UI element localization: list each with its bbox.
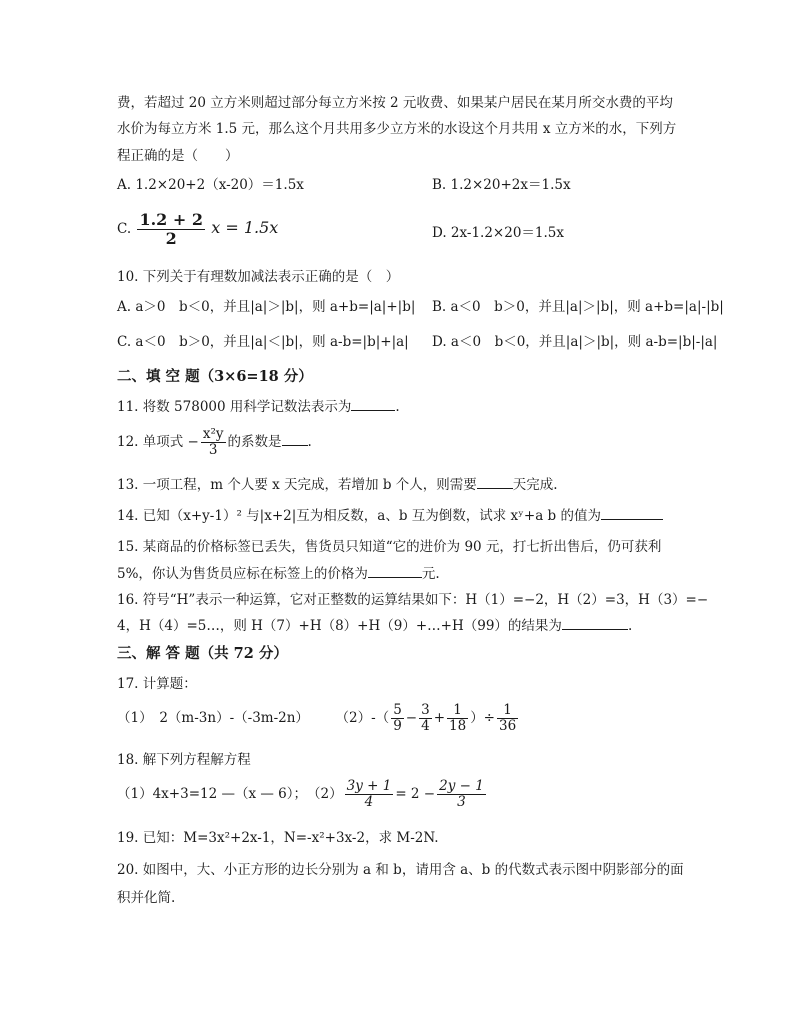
section-3-title: 三、解 答 题（共 72 分） [117, 645, 288, 662]
q10-option-c: C. a＜0 b＞0，并且|a|＜|b|，则 a-b=|b|+|a| [117, 334, 409, 350]
q17-part2-prefix: （2）-（ [335, 710, 390, 726]
q17-fraction-4-num: 1 [497, 703, 518, 719]
q9-line2: 水价为每立方米 1.5 元，那么这个月共用多少立方米的水设这个月共用 x 立方米的水，下列方 [117, 121, 677, 137]
q17-fraction-1-num: 5 [393, 702, 402, 718]
q13-answer-blank[interactable] [477, 475, 513, 489]
q17-op-plus: + [433, 710, 445, 726]
q12-fraction [201, 427, 226, 458]
q17-stem: 17. 计算题： [117, 676, 197, 692]
q18-right-denominator: 3 [457, 794, 466, 810]
q18-stem: 18. 解下列方程解方程 [117, 752, 251, 768]
q14 [117, 506, 663, 525]
q10-stem: 10. 下列关于有理数加减法表示正确的是（ ） [117, 269, 400, 285]
q16-line1: 16. 符号“H”表示一种运算，它对正整数的运算结果如下：H（1）=−2，H（2）=3，H（3）=− [117, 592, 709, 608]
q17-fraction-3-num: 1 [447, 703, 468, 719]
q9-option-c-suffix: x = 1.5x [211, 218, 279, 237]
q9-option-c-denominator: 2 [165, 229, 177, 248]
q13-text: 13. 一项工程，m 个人要 x 天完成，若增加 b 个人，则需要 [117, 477, 477, 493]
q17-fraction-1-den: 9 [393, 718, 402, 734]
q16-text: 4，H（4）=5…，则 H（7）+H（8）+H（9）+…+H（99）的结果为 [117, 618, 562, 634]
q9-option-b: B. 1.2×20+2x＝1.5x [432, 177, 571, 193]
q9-option-c [117, 211, 278, 248]
q12-suffix: 的系数是 [227, 434, 282, 450]
q17-fraction-1 [391, 703, 404, 734]
q11-end: . [395, 399, 400, 415]
q10-option-b: B. a＜0 b＞0，并且|a|＞|b|，则 a+b=|a|-|b| [432, 299, 724, 315]
q11 [117, 397, 400, 416]
q11-answer-blank[interactable] [351, 397, 395, 411]
q17-fraction-3 [447, 703, 468, 734]
q15-line1: 15. 某商品的价格标签已丢失，售货员只知道“它的进价为 90 元，打七折出售后，仍可获利 [117, 539, 662, 555]
q18-left-fraction [345, 779, 394, 810]
q15-text: 5%，你认为售货员应标在标签上的价格为 [117, 566, 368, 582]
q15-line2 [117, 564, 440, 583]
q13-end: 天完成. [512, 477, 558, 493]
q17-fraction-2-num: 3 [421, 702, 430, 718]
section-2-title: 二、填 空 题（3×6=18 分） [117, 368, 313, 385]
q12-end: . [307, 434, 312, 450]
q11-text: 11. 将数 578000 用科学记数法表示为 [117, 399, 352, 415]
q17-fraction-2-den: 4 [421, 718, 430, 734]
q12 [117, 427, 312, 458]
q17-fraction-2 [419, 703, 432, 734]
q18-left-denominator: 4 [364, 794, 374, 810]
q9-option-c-numerator: 1.2 + 2 [139, 210, 203, 229]
q17-parts [117, 703, 520, 734]
q14-answer-blank[interactable] [601, 506, 663, 520]
q18-part1: （1）4x+3=12 —（x — 6）； （2） [117, 786, 343, 802]
q12-prefix: 12. 单项式 − [117, 434, 199, 450]
q12-answer-blank[interactable] [282, 432, 308, 446]
q9-option-c-prefix: C. [117, 221, 132, 237]
q16-line2 [117, 616, 632, 635]
q17-fraction-3-den: 18 [449, 718, 467, 734]
q12-denominator: 3 [208, 442, 218, 458]
q14-text: 14. 已知（x+y-1）² 与|x+2|互为相反数，a、b 互为倒数，试求 xʸ+a b 的值为 [117, 508, 601, 524]
q17-part1: （1） 2（m-3n）-（-3m-2n） [117, 710, 309, 726]
q19: 19. 已知：M=3x²+2x-1，N=-x²+3x-2，求 M-2N. [117, 830, 439, 846]
q17-fraction-4 [497, 703, 518, 734]
q10-option-a: A. a＞0 b＜0，并且|a|＞|b|，则 a+b=|a|+|b| [117, 299, 416, 315]
q9-option-d: D. 2x-1.2×20＝1.5x [432, 225, 564, 241]
q10-option-d: D. a＜0 b＜0，并且|a|＞|b|，则 a-b=|b|-|a| [432, 334, 718, 350]
q20-line2: 积并化简. [117, 890, 176, 906]
q9-option-c-fraction [137, 211, 205, 248]
q9-option-a: A. 1.2×20+2（x-20）＝1.5x [117, 177, 304, 193]
q15-answer-blank[interactable] [368, 564, 422, 578]
q16-end: . [627, 618, 633, 634]
q17-part2-mid: ）÷ [470, 710, 495, 726]
q9-line1: 费，若超过 20 立方米则超过部分每立方米按 2 元收费、如果某户居民在某月所交水费的平均 [117, 95, 673, 111]
q15-end: 元. [421, 566, 440, 582]
q18-right-numerator: 2y − 1 [439, 778, 484, 794]
q9-line3: 程正确的是（ ） [117, 148, 239, 164]
q16-answer-blank[interactable] [562, 616, 628, 630]
q17-op-minus: − [405, 710, 418, 726]
q13 [117, 475, 558, 494]
q18-right-fraction [437, 779, 486, 810]
q20-line1: 20. 如图中，大、小正方形的边长分别为 a 和 b，请用含 a、b 的代数式表示图中阴影部分的面 [117, 862, 684, 878]
q18-parts [117, 779, 488, 810]
q18-left-numerator: 3y + 1 [346, 778, 392, 794]
q17-fraction-4-den: 36 [499, 718, 517, 734]
q12-numerator: x²y [202, 426, 224, 442]
q18-equals: = 2 − [395, 786, 436, 802]
